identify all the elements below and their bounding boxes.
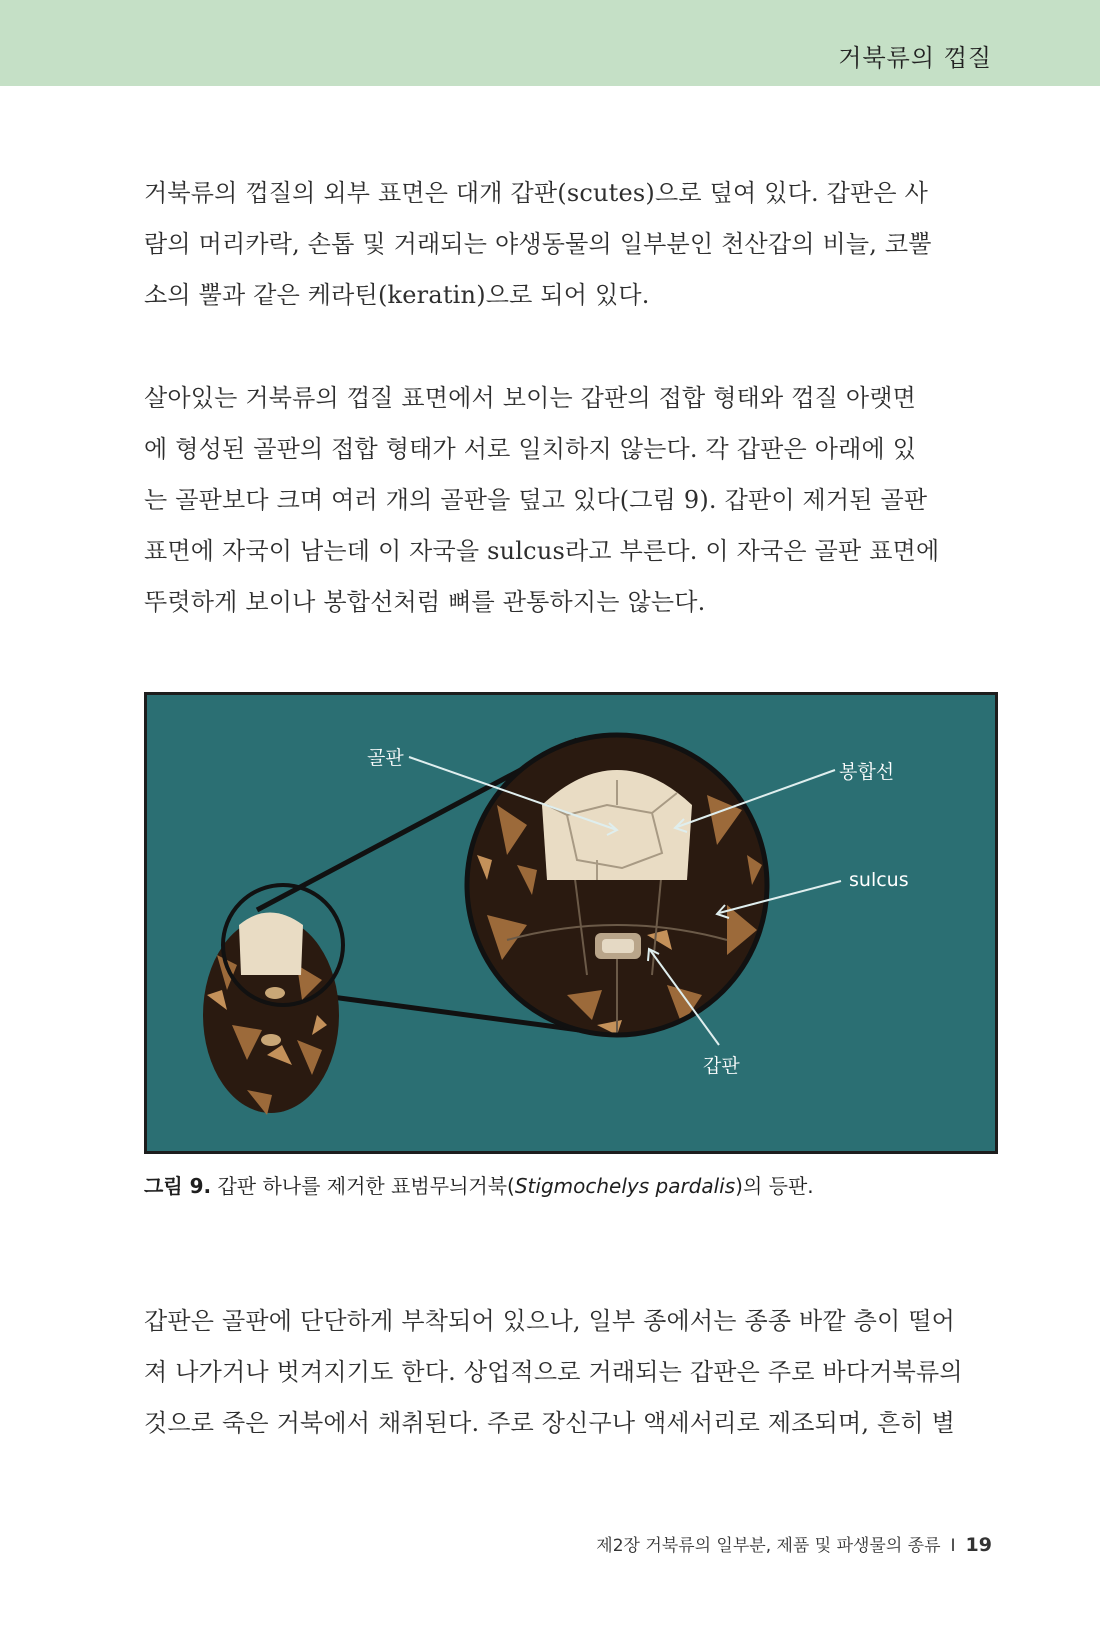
text-line: 표면에 자국이 남는데 이 자국을 sulcus라고 부른다. 이 자국은 골판 표면에: [144, 537, 940, 565]
label-bone-plate: 골판: [367, 747, 404, 769]
caption-text-before: 갑판 하나를 제거한 표범무늬거북(: [211, 1174, 515, 1198]
figure-tortoise-shell: [144, 692, 998, 1154]
figure-caption: [144, 1170, 814, 1199]
text-line: 것으로 죽은 거북에서 채취된다. 주로 장신구나 액세서리로 제조되며, 흔히 별: [144, 1409, 956, 1437]
paragraph-3: [144, 1296, 996, 1449]
label-sulcus: sulcus: [849, 869, 909, 891]
label-suture: 봉합선: [839, 761, 895, 783]
label-scute: 갑판: [703, 1055, 740, 1077]
page-footer: [596, 1531, 992, 1556]
text-line: 거북류의 껍질의 외부 표면은 대개 갑판(scutes)으로 덮여 있다. 갑판은 사: [144, 179, 928, 207]
text-line: 에 형성된 골판의 접합 형태가 서로 일치하지 않는다. 각 갑판은 아래에 있: [144, 435, 917, 463]
text-line: 람의 머리카락, 손톱 및 거래되는 야생동물의 일부분인 천산갑의 비늘, 코뿔: [144, 230, 932, 258]
text-line: 뚜렷하게 보이나 봉합선처럼 뼈를 관통하지는 않는다.: [144, 588, 706, 616]
page-number: 19: [965, 1534, 992, 1556]
paragraph-1: [144, 168, 996, 321]
paragraph-2: [144, 373, 996, 628]
small-shell: [203, 885, 343, 1115]
text-line: 소의 뿔과 같은 케라틴(keratin)으로 되어 있다.: [144, 281, 650, 309]
caption-species: Stigmochelys pardalis: [514, 1174, 736, 1198]
magnified-shell: [467, 735, 777, 1035]
text-line: 살아있는 거북류의 껍질 표면에서 보이는 갑판의 접합 형태와 껍질 아랫면: [144, 384, 916, 412]
footer-separator: I: [950, 1536, 956, 1556]
text-line: 는 골판보다 크며 여러 개의 골판을 덮고 있다(그림 9). 갑판이 제거된 골판: [144, 486, 928, 514]
running-header-title: 거북류의 껍질: [838, 44, 992, 72]
caption-number: 그림 9.: [144, 1174, 212, 1198]
footer-chapter: 제2장 거북류의 일부분, 제품 및 파생물의 종류: [596, 1536, 941, 1556]
text-line: 져 나가거나 벗겨지기도 한다. 상업적으로 거래되는 갑판은 주로 바다거북류의: [144, 1358, 963, 1386]
text-line: 갑판은 골판에 단단하게 부착되어 있으나, 일부 종에서는 종종 바깥 층이 떨어: [144, 1307, 956, 1335]
caption-text-after: )의 등판.: [735, 1174, 814, 1198]
